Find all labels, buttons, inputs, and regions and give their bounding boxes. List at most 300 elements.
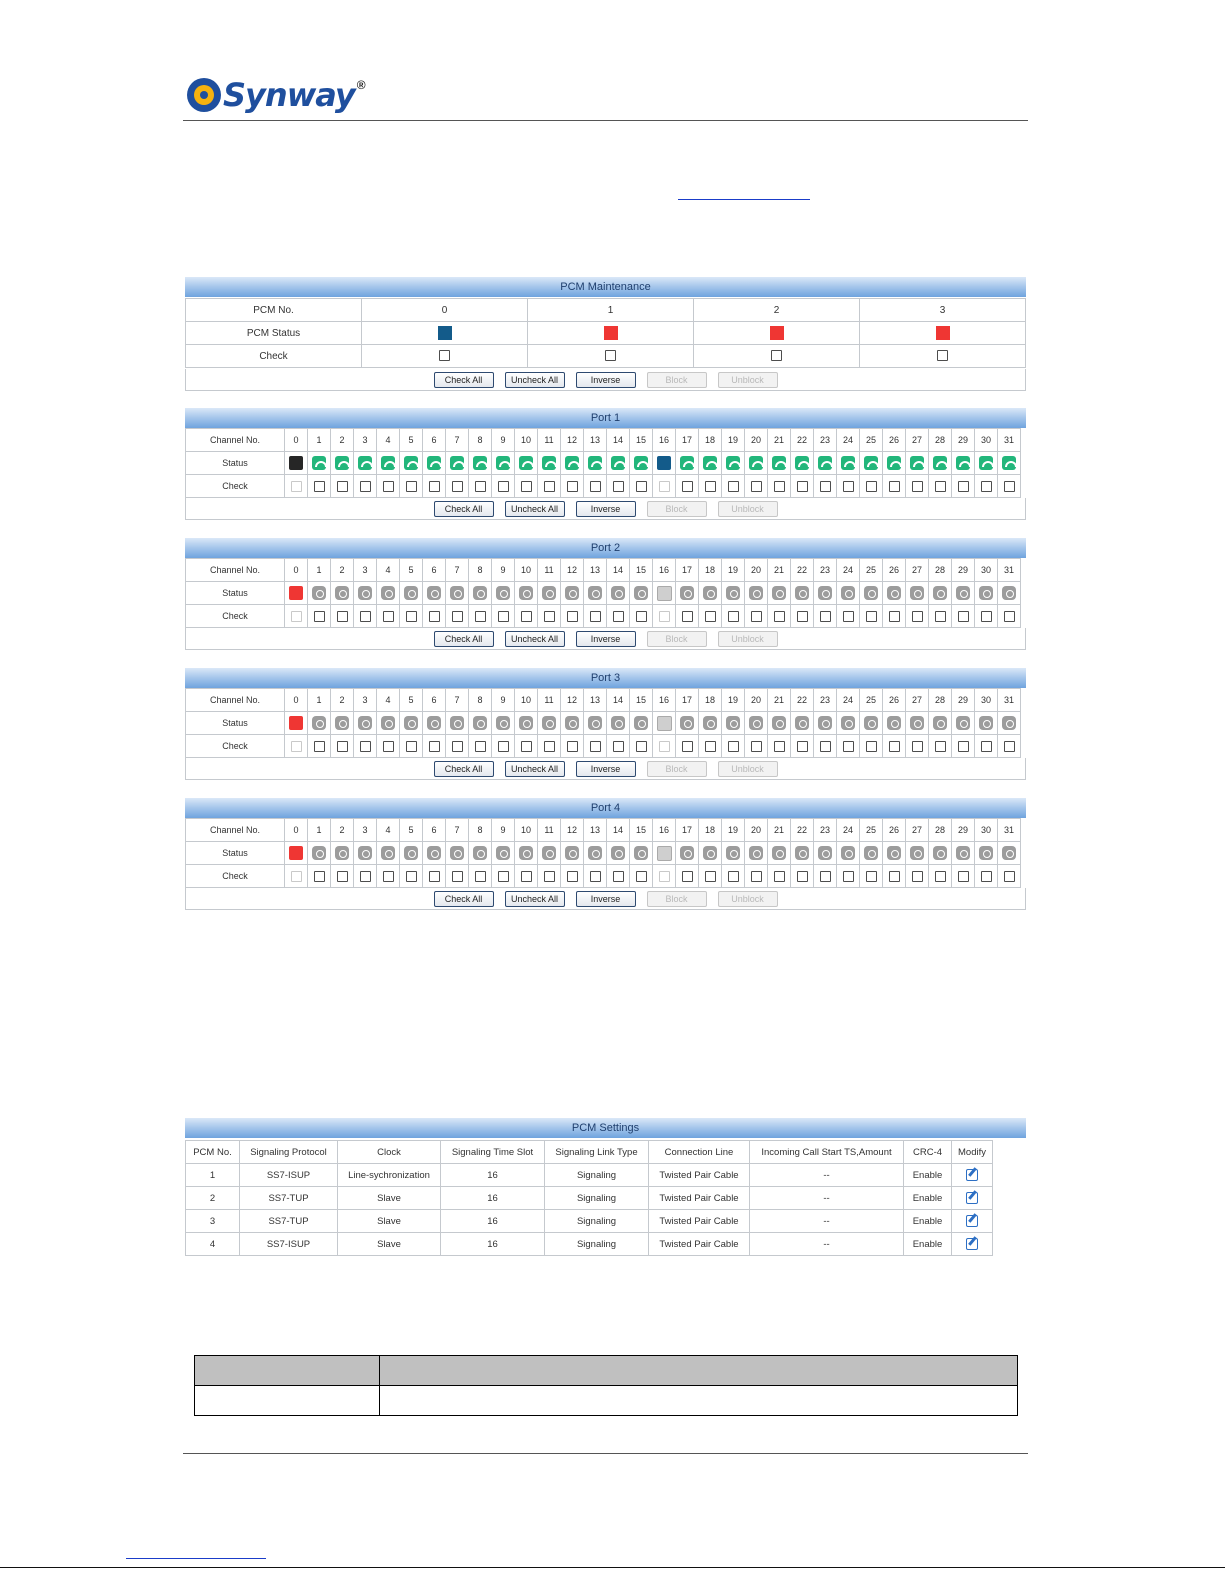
channel-checkbox[interactable]	[935, 481, 946, 492]
channel-checkbox[interactable]	[866, 871, 877, 882]
channel-checkbox[interactable]	[843, 611, 854, 622]
channel-checkbox[interactable]	[1004, 611, 1015, 622]
channel-check-cell	[538, 605, 561, 628]
check-all-button[interactable]: Check All	[434, 761, 494, 777]
pcm-checkbox[interactable]	[605, 350, 616, 361]
channel-check-cell	[745, 735, 768, 758]
phone-idle-icon	[611, 586, 625, 600]
channel-check-cell	[998, 605, 1021, 628]
phone-idle-icon	[749, 716, 763, 730]
channel-status-cell	[814, 712, 837, 735]
channel-check-cell	[883, 605, 906, 628]
phone-connected-icon	[910, 456, 924, 470]
channel-checkbox[interactable]	[797, 481, 808, 492]
channel-check-cell	[653, 605, 676, 628]
channel-check-cell	[722, 735, 745, 758]
channel-checkbox[interactable]	[682, 871, 693, 882]
channel-checkbox[interactable]	[337, 611, 348, 622]
phone-idle-icon	[427, 846, 441, 860]
port-button-row	[185, 888, 1026, 910]
channel-checkbox[interactable]	[1004, 871, 1015, 882]
channel-checkbox[interactable]	[958, 611, 969, 622]
channel-checkbox[interactable]	[843, 871, 854, 882]
channel-number: 17	[676, 559, 699, 582]
channel-check-cell	[929, 605, 952, 628]
status-row	[186, 712, 1021, 735]
channel-checkbox[interactable]	[429, 481, 440, 492]
unblock-button[interactable]: Unblock	[718, 891, 778, 907]
channel-checkbox[interactable]	[314, 481, 325, 492]
channel-checkbox[interactable]	[498, 741, 509, 752]
channel-checkbox[interactable]	[429, 611, 440, 622]
settings-cell: 16	[441, 1187, 545, 1210]
channel-number: 16	[653, 819, 676, 842]
channel-checkbox[interactable]	[705, 741, 716, 752]
channel-checkbox[interactable]	[866, 481, 877, 492]
channel-checkbox[interactable]	[866, 611, 877, 622]
channel-checkbox[interactable]	[981, 611, 992, 622]
channel-checkbox[interactable]	[360, 611, 371, 622]
channel-check-cell	[538, 865, 561, 888]
channel-number: 7	[446, 689, 469, 712]
channel-checkbox[interactable]	[797, 611, 808, 622]
channel-checkbox[interactable]	[567, 871, 578, 882]
phone-idle-icon	[841, 586, 855, 600]
channel-no-row	[186, 819, 1021, 842]
channel-checkbox[interactable]	[774, 481, 785, 492]
channel-checkbox[interactable]	[314, 611, 325, 622]
edit-icon[interactable]	[966, 1169, 978, 1181]
channel-checkbox[interactable]	[314, 871, 325, 882]
channel-checkbox[interactable]	[475, 611, 486, 622]
channel-check-cell	[883, 475, 906, 498]
unblock-button[interactable]: Unblock	[718, 631, 778, 647]
channel-check-cell	[331, 735, 354, 758]
channel-checkbox[interactable]	[590, 611, 601, 622]
channel-checkbox[interactable]	[590, 871, 601, 882]
channel-number: 10	[515, 689, 538, 712]
channel-number: 27	[906, 689, 929, 712]
channel-checkbox[interactable]	[820, 481, 831, 492]
channel-checkbox[interactable]	[544, 481, 555, 492]
channel-number: 2	[331, 429, 354, 452]
channel-checkbox[interactable]	[981, 741, 992, 752]
channel-status-cell	[722, 582, 745, 605]
channel-check-cell	[699, 735, 722, 758]
edit-icon[interactable]	[966, 1215, 978, 1227]
channel-checkbox[interactable]	[521, 871, 532, 882]
channel-checkbox[interactable]	[981, 871, 992, 882]
channel-number: 23	[814, 819, 837, 842]
status-label: Status	[186, 452, 285, 475]
channel-checkbox[interactable]	[935, 871, 946, 882]
channel-check-cell	[998, 865, 1021, 888]
channel-number: 22	[791, 689, 814, 712]
settings-column-header: Incoming Call Start TS,Amount	[750, 1141, 904, 1164]
channel-status-cell	[768, 842, 791, 865]
channel-check-cell	[354, 475, 377, 498]
channel-number: 2	[331, 689, 354, 712]
channel-checkbox[interactable]	[452, 871, 463, 882]
inverse-button[interactable]: Inverse	[576, 761, 636, 777]
modify-cell	[952, 1187, 993, 1210]
channel-status-cell	[538, 842, 561, 865]
phone-idle-icon	[312, 716, 326, 730]
phone-connected-icon	[634, 456, 648, 470]
channel-checkbox[interactable]	[544, 871, 555, 882]
settings-cell: SS7-ISUP	[240, 1233, 338, 1256]
channel-checkbox[interactable]	[797, 741, 808, 752]
channel-checkbox[interactable]	[590, 481, 601, 492]
channel-checkbox[interactable]	[475, 741, 486, 752]
channel-checkbox[interactable]	[912, 741, 923, 752]
logo-swirl-icon	[187, 78, 221, 112]
channel-checkbox[interactable]	[958, 871, 969, 882]
phone-idle-icon	[381, 716, 395, 730]
channel-checkbox[interactable]	[958, 481, 969, 492]
phone-idle-icon	[358, 586, 372, 600]
channel-checkbox[interactable]	[567, 611, 578, 622]
channel-checkbox[interactable]	[797, 871, 808, 882]
channel-checkbox[interactable]	[567, 481, 578, 492]
channel-checkbox[interactable]	[636, 871, 647, 882]
phone-idle-icon	[864, 586, 878, 600]
channel-checkbox[interactable]	[383, 481, 394, 492]
channel-checkbox[interactable]	[705, 611, 716, 622]
channel-no-label: Channel No.	[186, 689, 285, 712]
channel-checkbox[interactable]	[820, 741, 831, 752]
phone-idle-icon	[404, 846, 418, 860]
channel-check-cell	[354, 735, 377, 758]
settings-column-header: Signaling Protocol	[240, 1141, 338, 1164]
channel-number: 24	[837, 819, 860, 842]
channel-status-cell	[837, 842, 860, 865]
channel-check-cell	[584, 735, 607, 758]
channel-checkbox[interactable]	[452, 481, 463, 492]
channel-number: 5	[400, 689, 423, 712]
channel-checkbox[interactable]	[475, 871, 486, 882]
uncheck-all-button[interactable]: Uncheck All	[505, 761, 565, 777]
channel-check-cell	[653, 735, 676, 758]
settings-cell: Enable	[904, 1210, 952, 1233]
channel-checkbox	[291, 481, 302, 492]
channel-checkbox[interactable]	[912, 611, 923, 622]
channel-number: 31	[998, 689, 1021, 712]
check-all-button[interactable]: Check All	[434, 891, 494, 907]
phone-idle-icon	[1002, 846, 1016, 860]
channel-check-cell	[768, 865, 791, 888]
channel-number: 24	[837, 689, 860, 712]
channel-status-cell	[584, 712, 607, 735]
uncheck-all-button[interactable]: Uncheck All	[505, 631, 565, 647]
channel-checkbox[interactable]	[406, 611, 417, 622]
channel-checkbox[interactable]	[682, 481, 693, 492]
channel-status-cell	[975, 452, 998, 475]
check-all-button[interactable]: Check All	[434, 372, 494, 388]
check-all-button[interactable]: Check All	[434, 631, 494, 647]
channel-checkbox[interactable]	[521, 741, 532, 752]
channel-checkbox[interactable]	[912, 871, 923, 882]
edit-icon[interactable]	[966, 1192, 978, 1204]
settings-cell: Signaling	[545, 1233, 649, 1256]
channel-number: 28	[929, 559, 952, 582]
channel-checkbox[interactable]	[613, 611, 624, 622]
channel-checkbox[interactable]	[429, 871, 440, 882]
settings-column-header: Signaling Link Type	[545, 1141, 649, 1164]
channel-checkbox[interactable]	[981, 481, 992, 492]
channel-status-cell	[285, 842, 308, 865]
channel-status-cell	[423, 452, 446, 475]
phone-connected-icon	[496, 456, 510, 470]
channel-checkbox[interactable]	[728, 611, 739, 622]
settings-cell: Enable	[904, 1164, 952, 1187]
channel-checkbox[interactable]	[866, 741, 877, 752]
channel-checkbox[interactable]	[843, 481, 854, 492]
channel-number: 30	[975, 429, 998, 452]
status-row	[186, 452, 1021, 475]
channel-checkbox[interactable]	[452, 611, 463, 622]
phone-idle-icon	[634, 716, 648, 730]
channel-checkbox[interactable]	[889, 741, 900, 752]
channel-checkbox[interactable]	[544, 611, 555, 622]
check-label: Check	[186, 605, 285, 628]
channel-check-cell	[308, 865, 331, 888]
channel-checkbox[interactable]	[912, 481, 923, 492]
channel-number: 26	[883, 559, 906, 582]
channel-number: 30	[975, 559, 998, 582]
channel-checkbox[interactable]	[383, 741, 394, 752]
channel-status-cell	[492, 842, 515, 865]
channel-checkbox[interactable]	[567, 741, 578, 752]
channel-checkbox[interactable]	[682, 741, 693, 752]
channel-checkbox[interactable]	[682, 611, 693, 622]
phone-idle-icon	[749, 846, 763, 860]
phone-connected-icon	[795, 456, 809, 470]
channel-checkbox[interactable]	[889, 611, 900, 622]
channel-number: 19	[722, 689, 745, 712]
channel-checkbox[interactable]	[383, 611, 394, 622]
channel-checkbox[interactable]	[820, 871, 831, 882]
channel-checkbox[interactable]	[429, 741, 440, 752]
inverse-button[interactable]: Inverse	[576, 631, 636, 647]
channel-number: 20	[745, 559, 768, 582]
channel-status-cell	[446, 842, 469, 865]
channel-checkbox[interactable]	[613, 741, 624, 752]
channel-number: 13	[584, 429, 607, 452]
channel-checkbox[interactable]	[728, 871, 739, 882]
unblock-button[interactable]: Unblock	[718, 761, 778, 777]
channel-checkbox[interactable]	[705, 871, 716, 882]
channel-checkbox[interactable]	[337, 741, 348, 752]
channel-number: 6	[423, 559, 446, 582]
channel-checkbox[interactable]	[337, 481, 348, 492]
pcm-checkbox[interactable]	[937, 350, 948, 361]
phone-idle-icon	[404, 586, 418, 600]
block-button[interactable]: Block	[647, 891, 707, 907]
unblock-button[interactable]: Unblock	[718, 372, 778, 388]
channel-checkbox[interactable]	[406, 481, 417, 492]
block-button[interactable]: Block	[647, 501, 707, 517]
channel-checkbox[interactable]	[406, 871, 417, 882]
phone-connected-icon	[404, 456, 418, 470]
inverse-button[interactable]: Inverse	[576, 891, 636, 907]
channel-check-cell	[285, 475, 308, 498]
phone-idle-icon	[979, 846, 993, 860]
channel-checkbox[interactable]	[935, 741, 946, 752]
channel-checkbox[interactable]	[774, 741, 785, 752]
channel-number: 6	[423, 689, 446, 712]
uncheck-all-button[interactable]: Uncheck All	[505, 501, 565, 517]
phone-idle-icon	[726, 716, 740, 730]
channel-checkbox[interactable]	[774, 871, 785, 882]
phone-idle-icon	[841, 846, 855, 860]
channel-check-cell	[883, 865, 906, 888]
phone-idle-icon	[496, 586, 510, 600]
channel-checkbox	[659, 611, 670, 622]
channel-checkbox[interactable]	[521, 611, 532, 622]
channel-checkbox[interactable]	[751, 741, 762, 752]
phone-idle-icon	[473, 586, 487, 600]
channel-number: 9	[492, 559, 515, 582]
phone-idle-icon	[910, 586, 924, 600]
status-label: Status	[186, 712, 285, 735]
settings-column-header: CRC-4	[904, 1141, 952, 1164]
settings-cell: Line-sychronization	[338, 1164, 441, 1187]
block-button[interactable]: Block	[647, 372, 707, 388]
channel-status-cell	[722, 842, 745, 865]
phone-idle-icon	[818, 716, 832, 730]
channel-no-row	[186, 559, 1021, 582]
channel-checkbox[interactable]	[406, 741, 417, 752]
channel-checkbox	[659, 481, 670, 492]
channel-checkbox[interactable]	[1004, 481, 1015, 492]
channel-checkbox[interactable]	[820, 611, 831, 622]
pcm-checkbox[interactable]	[439, 350, 450, 361]
inverse-button[interactable]: Inverse	[576, 372, 636, 388]
channel-status-cell	[377, 712, 400, 735]
channel-number: 28	[929, 819, 952, 842]
phone-connected-icon	[726, 456, 740, 470]
channel-checkbox[interactable]	[728, 481, 739, 492]
channel-checkbox[interactable]	[728, 741, 739, 752]
channel-checkbox[interactable]	[889, 871, 900, 882]
channel-checkbox[interactable]	[636, 481, 647, 492]
channel-checkbox[interactable]	[1004, 741, 1015, 752]
channel-checkbox[interactable]	[360, 481, 371, 492]
channel-number: 10	[515, 559, 538, 582]
channel-number: 21	[768, 429, 791, 452]
phone-idle-icon	[979, 716, 993, 730]
uncheck-all-button[interactable]: Uncheck All	[505, 372, 565, 388]
channel-checkbox[interactable]	[935, 611, 946, 622]
modify-cell	[952, 1233, 993, 1256]
phone-connected-icon	[565, 456, 579, 470]
channel-number: 12	[561, 819, 584, 842]
unblock-button[interactable]: Unblock	[718, 501, 778, 517]
channel-checkbox[interactable]	[590, 741, 601, 752]
channel-number: 0	[285, 689, 308, 712]
channel-checkbox[interactable]	[498, 481, 509, 492]
edit-icon[interactable]	[966, 1238, 978, 1250]
channel-status-cell	[331, 582, 354, 605]
channel-checkbox[interactable]	[360, 741, 371, 752]
phone-idle-icon	[726, 586, 740, 600]
settings-cell: Enable	[904, 1233, 952, 1256]
channel-status-cell	[929, 582, 952, 605]
settings-cell: Signaling	[545, 1187, 649, 1210]
channel-checkbox[interactable]	[958, 741, 969, 752]
hyperlink-underline[interactable]	[678, 199, 810, 200]
channel-checkbox[interactable]	[613, 481, 624, 492]
channel-check-cell	[331, 865, 354, 888]
channel-checkbox[interactable]	[544, 741, 555, 752]
channel-number: 25	[860, 819, 883, 842]
channel-checkbox[interactable]	[751, 481, 762, 492]
inverse-button[interactable]: Inverse	[576, 501, 636, 517]
channel-checkbox[interactable]	[705, 481, 716, 492]
channel-status-cell	[469, 452, 492, 475]
footer-link-underline[interactable]	[126, 1558, 266, 1559]
channel-checkbox[interactable]	[613, 871, 624, 882]
channel-checkbox[interactable]	[636, 741, 647, 752]
check-all-button[interactable]: Check All	[434, 501, 494, 517]
channel-number: 25	[860, 559, 883, 582]
channel-checkbox[interactable]	[636, 611, 647, 622]
uncheck-all-button[interactable]: Uncheck All	[505, 891, 565, 907]
channel-check-cell	[492, 735, 515, 758]
channel-checkbox[interactable]	[751, 611, 762, 622]
channel-number: 10	[515, 429, 538, 452]
settings-column-header: Signaling Time Slot	[441, 1141, 545, 1164]
channel-check-cell	[791, 475, 814, 498]
settings-cell: --	[750, 1210, 904, 1233]
channel-checkbox[interactable]	[521, 481, 532, 492]
channel-check-cell	[446, 475, 469, 498]
channel-status-cell	[768, 452, 791, 475]
pcm-checkbox[interactable]	[771, 350, 782, 361]
channel-number: 16	[653, 689, 676, 712]
channel-checkbox[interactable]	[498, 871, 509, 882]
channel-checkbox[interactable]	[498, 611, 509, 622]
check-row	[186, 865, 1021, 888]
channel-number: 10	[515, 819, 538, 842]
phone-connected-icon	[450, 456, 464, 470]
channel-checkbox[interactable]	[843, 741, 854, 752]
channel-check-cell	[653, 475, 676, 498]
channel-number: 9	[492, 429, 515, 452]
channel-checkbox[interactable]	[751, 871, 762, 882]
channel-status-cell	[676, 582, 699, 605]
phone-idle-icon	[910, 716, 924, 730]
channel-checkbox[interactable]	[889, 481, 900, 492]
phone-idle-icon	[611, 716, 625, 730]
channel-checkbox[interactable]	[774, 611, 785, 622]
block-button[interactable]: Block	[647, 631, 707, 647]
block-button[interactable]: Block	[647, 761, 707, 777]
channel-check-cell	[860, 475, 883, 498]
channel-status-cell	[561, 582, 584, 605]
channel-checkbox[interactable]	[452, 741, 463, 752]
settings-cell: Twisted Pair Cable	[649, 1210, 750, 1233]
channel-checkbox[interactable]	[337, 871, 348, 882]
channel-checkbox[interactable]	[360, 871, 371, 882]
channel-checkbox[interactable]	[314, 741, 325, 752]
channel-number: 15	[630, 559, 653, 582]
channel-status-cell	[791, 582, 814, 605]
settings-column-header: Clock	[338, 1141, 441, 1164]
channel-checkbox[interactable]	[383, 871, 394, 882]
channel-checkbox[interactable]	[475, 481, 486, 492]
